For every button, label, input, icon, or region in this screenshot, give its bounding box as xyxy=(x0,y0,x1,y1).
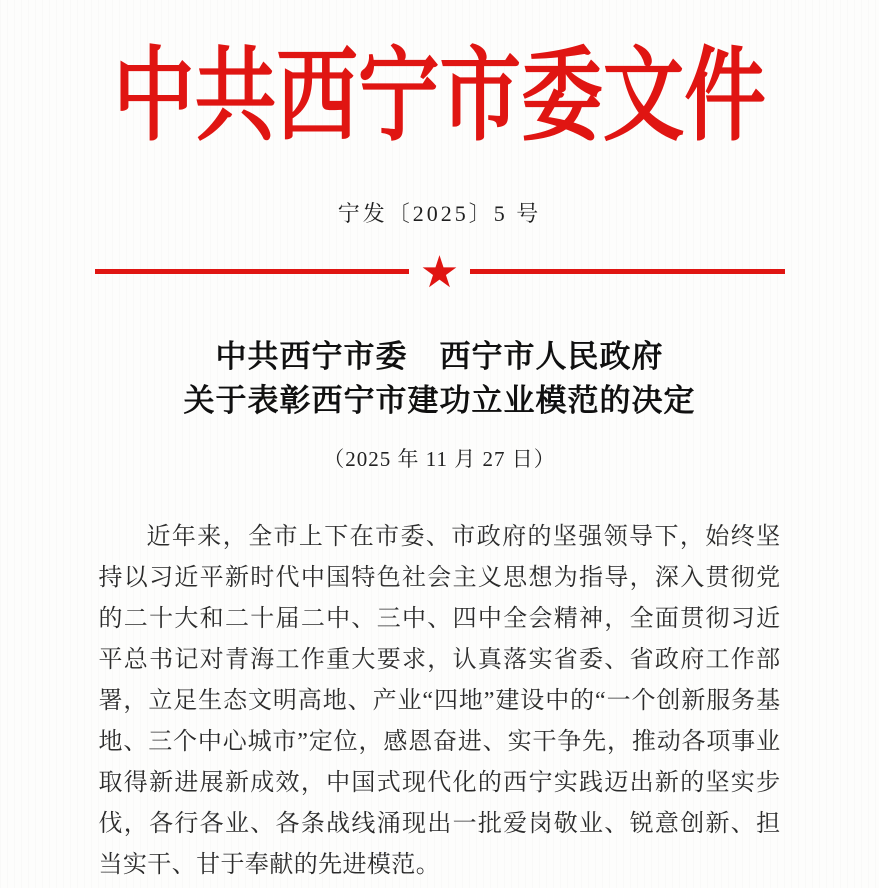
red-star-icon: ★ xyxy=(419,248,460,298)
document-number: 宁发〔2025〕5 号 xyxy=(337,201,542,227)
red-header-title: 中共西宁市委文件 xyxy=(113,41,766,154)
body-paragraph: 近年来，全市上下在市委、市政府的坚强领导下，始终坚持以习近平新时代中国特色社会主义思想为指导，深入贯彻党的二十大和二十届二中、三中、四中全会精神，全面贯彻习近平总书记对青海工作重大要求，认真落实省委、省政府工作部署，立足生态文明高地、产业“四地”建设中的“一个创新服务基地、三个中心城市”定位，感恩奋进、实干争先，推动各项事业取得新进展新成效，中国式现代化的西宁实践迈出新的坚实步伐，各行各业、各条战线涌现出一批爱岗敬业、锐意创新、担当实干、甘于奉献的先进模范。 xyxy=(98,524,781,879)
document-date: （2025 年 11 月 27 日） xyxy=(323,447,556,472)
divider-line-left xyxy=(95,269,409,274)
document-title xyxy=(0,335,879,423)
title-line-1: 中共西宁市委 西宁市人民政府 xyxy=(215,339,664,375)
divider-line-right xyxy=(470,269,784,274)
title-line-2: 关于表彰西宁市建功立业模范的决定 xyxy=(183,383,696,419)
red-divider xyxy=(95,248,785,298)
